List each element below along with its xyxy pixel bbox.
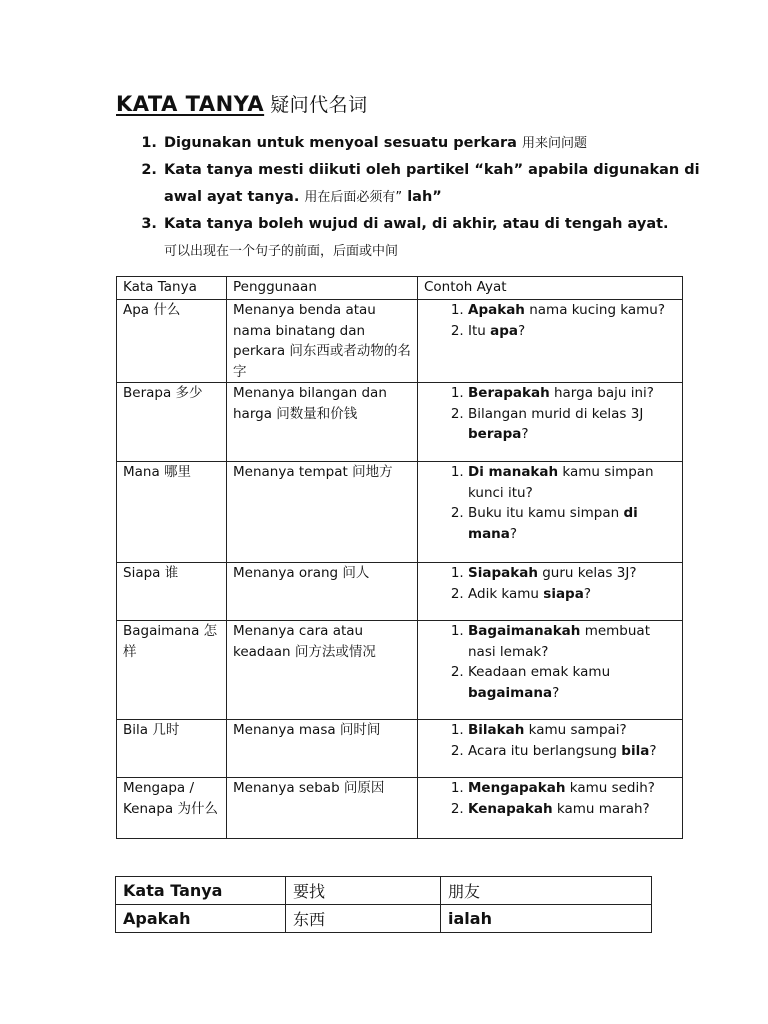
example-text: ? [518,322,526,339]
example-text: membuat nasi lemak? [468,623,650,660]
example-text: Buku itu kamu simpan [468,505,624,521]
example-list [424,778,676,819]
question-word-highlight: Bagaimanakah [468,623,581,639]
contoh-ayat-cell [418,300,683,383]
example-text: Adik kamu [468,585,544,602]
vocab-cell: 朋友 [441,877,652,905]
note-item [162,130,722,157]
example-list [424,462,676,544]
example-text: kamu sampai? [524,722,627,738]
contoh-ayat-cell [418,621,683,720]
example-text: kamu marah? [552,800,650,817]
kata-tanya-cell: Siapa 谁 [117,563,227,621]
example-text: ? [649,742,657,759]
note-tail: lah” [407,189,442,205]
notes-list [126,130,722,265]
question-word-highlight: di mana [468,505,638,542]
example-item [468,563,676,584]
example-item [468,462,676,503]
title-cjk: 疑问代名词 [270,94,368,116]
example-item [468,778,676,799]
table-row [117,563,683,621]
question-word-highlight: apa [490,322,519,339]
example-text: nama kucing kamu? [524,302,666,318]
example-text: kamu simpan kunci itu? [468,464,654,501]
example-text: kamu sedih? [565,780,655,796]
note-cjk: 用来问问题 [521,136,587,151]
table-row [117,621,683,720]
note-cjk: 用在后面必须有” [304,190,403,205]
example-text: Acara itu berlangsung [468,742,622,759]
example-text: guru kelas 3J? [537,565,637,581]
example-item [468,503,676,544]
table-row [117,720,683,778]
contoh-ayat-cell [418,462,683,563]
penggunaan-cell: Menanya sebab 问原因 [227,778,418,839]
example-text: ? [552,684,560,701]
contoh-ayat-cell [418,720,683,778]
table-header-row [117,277,683,300]
example-text: ? [583,585,591,602]
question-word-highlight: Berapakah [468,385,550,401]
note-text: Kata tanya boleh wujud di awal, di akhir, atau di tengah ayat. [164,216,669,232]
vocab-cell: 东西 [286,905,441,933]
vocab-cell: ialah [441,905,652,933]
question-word-highlight: Siapakah [468,565,538,581]
table-row [116,905,652,933]
vocab-cell: Kata Tanya [116,877,286,905]
kata-tanya-cell: Bila 几时 [117,720,227,778]
kata-tanya-cell: Bagaimana 怎样 [117,621,227,720]
example-text: harga baju ini? [549,385,654,401]
table-row [117,300,683,383]
question-word-highlight: Bilakah [468,722,525,738]
page-title [116,90,368,117]
note-item [162,157,722,211]
penggunaan-cell: Menanya benda atau nama binatang dan perkara 问东西或者动物的名字 [227,300,418,383]
example-list [424,300,676,341]
question-words-table [116,276,683,839]
example-item [468,720,676,741]
vocab-cell: 要找 [286,877,441,905]
kata-tanya-cell: Mengapa / Kenapa 为什么 [117,778,227,839]
penggunaan-cell: Menanya bilangan dan harga 问数量和价钱 [227,383,418,462]
table-row [117,383,683,462]
example-text: ? [521,426,529,442]
example-item [468,404,676,445]
example-item [468,799,676,820]
table-row [117,462,683,563]
example-list [424,383,676,445]
contoh-ayat-cell [418,563,683,621]
example-list [424,563,676,604]
penggunaan-cell: Menanya orang 问人 [227,563,418,621]
contoh-ayat-cell [418,383,683,462]
note-text: Digunakan untuk menyoal sesuatu perkara [164,135,517,151]
example-item [468,741,676,762]
question-word-highlight: bila [621,742,650,759]
header-cell: Penggunaan [227,277,418,300]
vocab-cell: Apakah [116,905,286,933]
question-word-highlight: berapa [468,426,522,442]
penggunaan-cell: Menanya masa 问时间 [227,720,418,778]
question-word-highlight: siapa [543,585,584,602]
example-text: Keadaan emak kamu [468,664,611,680]
question-word-highlight: Apakah [468,302,525,318]
title-latin: KATA TANYA [116,92,265,116]
vocab-table [115,876,652,933]
note-text: Kata tanya mesti diikuti oleh partikel “kah” apabila digunakan di awal ayat tanya. [164,162,700,205]
kata-tanya-cell: Apa 什么 [117,300,227,383]
example-text: Bilangan murid di kelas 3J [468,405,644,422]
example-list [424,621,676,703]
example-item [468,662,676,703]
penggunaan-cell: Menanya cara atau keadaan 问方法或情况 [227,621,418,720]
header-cell: Kata Tanya [117,277,227,300]
example-text: Itu [468,322,491,339]
example-item [468,584,676,605]
example-list [424,720,676,761]
example-item [468,621,676,662]
example-text: ? [509,525,518,542]
example-item [468,321,676,342]
header-cell: Contoh Ayat [418,277,683,300]
question-word-highlight: Mengapakah [468,780,566,796]
contoh-ayat-cell [418,778,683,839]
penggunaan-cell: Menanya tempat 问地方 [227,462,418,563]
table-row [116,877,652,905]
question-word-highlight: bagaimana [468,684,553,701]
note-cjk: 可以出现在一个句子的前面，后面或中间 [164,244,399,259]
question-word-highlight: Kenapakah [468,800,553,817]
kata-tanya-cell: Berapa 多少 [117,383,227,462]
example-item [468,383,676,404]
table-row [117,778,683,839]
question-word-highlight: Di manakah [468,464,559,480]
note-item [162,211,722,265]
kata-tanya-cell: Mana 哪里 [117,462,227,563]
example-item [468,300,676,321]
